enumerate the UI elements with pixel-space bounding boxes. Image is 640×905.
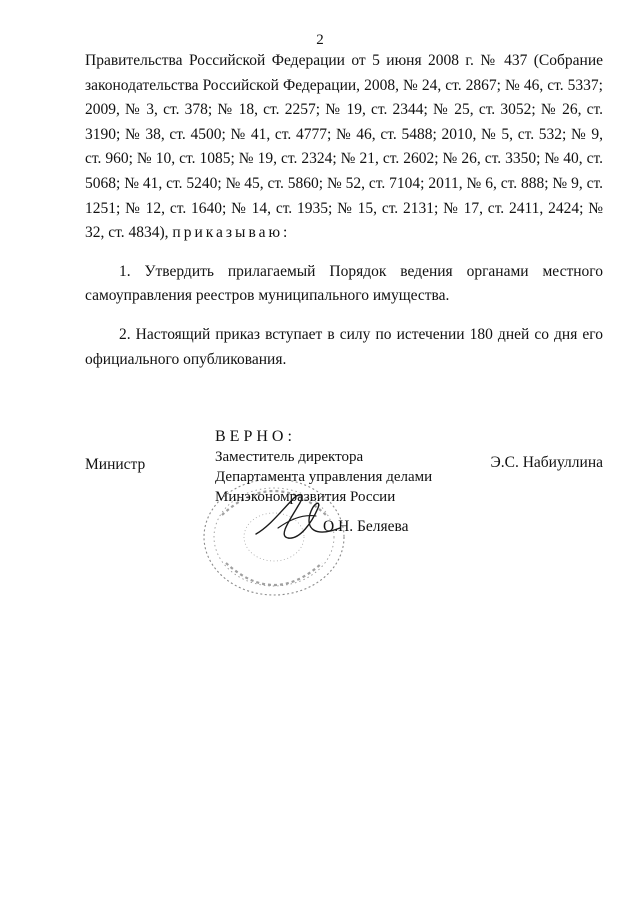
document-body (85, 49, 603, 372)
item-2-paragraph: 2. Настоящий приказ вступает в силу по истечении 180 дней со дня его официального опубликования. (85, 325, 603, 368)
item-1-paragraph: 1. Утвердить прилагаемый Порядок ведения органами местного самоуправления реестров муниципального имущества. (85, 262, 603, 305)
certifier-name: О.Н. Беляева (323, 518, 409, 535)
certification-block (215, 427, 432, 507)
certification-heading: ВЕРНО: (215, 428, 296, 445)
intro-paragraph (85, 49, 603, 246)
page-number: 2 (316, 32, 324, 48)
intro-text: Правительства Российской Федерации от 5 июня 2008 г. № 437 (Собрание законодательства Российской Федерации, 2008, № 24, ст. 2867; № 46, ст. 5337; 2009, № 3, ст. 378; № 18, ст. 2257; № 19, ст. 2344; № 25, ст. 3052; № 26, ст. 3190; № 38, ст. 4500; № 41, ст. 4777; № 46, ст. 5488; 2010, № 5, ст. 532; № 9, ст. 960; № 10, ст. 1085; № 19, ст. 2324; № 21, ст. 2602; № 26, ст. 3350; № 40, ст. 5068; № 41, ст. 5240; № 45, ст. 5860; № 52, ст. 7104; 2011, № 6, ст. 888; № 9, ст. 1251; № 12, ст. 1640; № 14, ст. 1935; № 15, ст. 2131; № 17, ст. 2411, 2424; № 32, ст. 4834), (85, 52, 603, 242)
minister-name: Э.С. Набиуллина (490, 454, 603, 471)
minister-position: Министр (85, 456, 146, 473)
order-word: приказываю: (172, 224, 291, 242)
certifier-title-line-1: Заместитель директора (215, 449, 364, 465)
certifier-title-line-3: Минэкономразвития России (215, 489, 396, 505)
certifier-title-line-2: Департамента управления делами (215, 469, 433, 485)
